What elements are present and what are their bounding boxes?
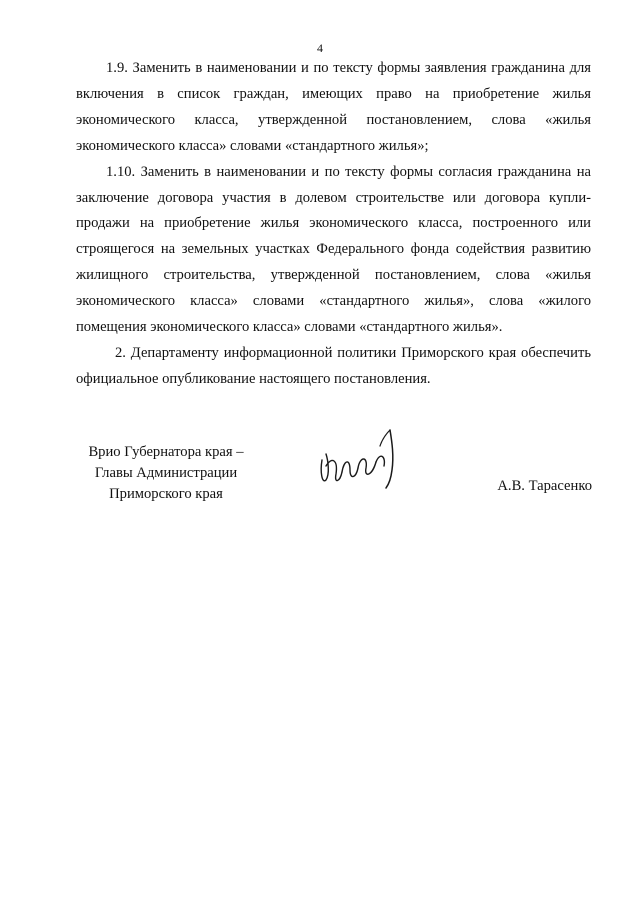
page-number: 4 — [317, 41, 323, 55]
signatory-title-line: Приморского края — [109, 486, 223, 502]
paragraph-2: 2. Департаменту информационной политики Приморского края обеспечить официальное опубликование настоящего постановления. — [76, 344, 591, 387]
signatory-title-line: Главы Администрации — [94, 465, 238, 481]
document-body — [76, 56, 591, 393]
signatory-title-line: Врио Губернатора края – — [88, 444, 244, 460]
handwritten-signature — [316, 426, 406, 500]
paragraph-1-10: 1.10. Заменить в наименовании и по тексту формы согласия гражданина на заключение договора участия в долевом строительстве или договора купли-продажи на приобретение жилья экономического класса, построенного или строящегося на земельных участках Федерального фонда содействия развитию жилищного строительства, утвержденной постановлением, слова «жилья экономического класса» словами «стандартного жилья», слова «жилого помещения экономического класса» словами «стандартного жилья». — [76, 163, 591, 336]
signature-block — [76, 442, 596, 522]
paragraph-1-9: 1.9. Заменить в наименовании и по тексту формы заявления гражданина для включения в список граждан, имеющих право на приобретение жилья экономического класса, утвержденной постановлением, слова «жилья экономического класса» словами «стандартного жилья»; — [76, 60, 591, 154]
signatory-title — [76, 442, 256, 505]
signatory-name: А.В. Тарасенко — [497, 478, 592, 494]
